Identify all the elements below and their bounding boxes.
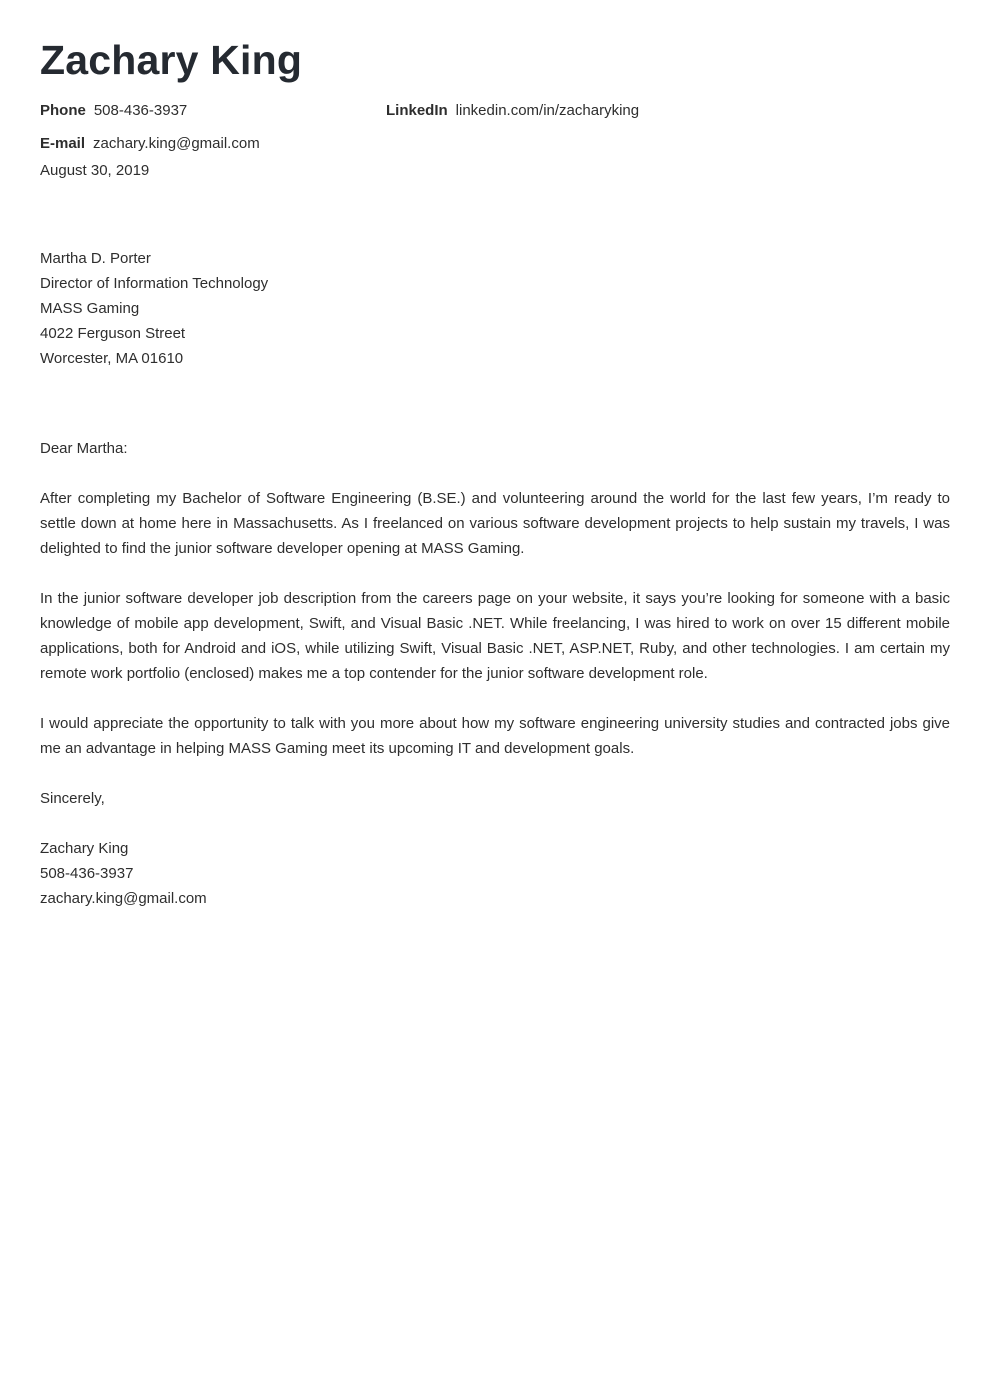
recipient-street: 4022 Ferguson Street bbox=[40, 325, 186, 342]
recipient-company: MASS Gaming bbox=[40, 300, 140, 317]
body-paragraph: I would appreciate the opportunity to talk with you more about how my software engineering university studies and contracted jobs give me an advantage in helping MASS Gaming meet its upcoming IT and development goals. bbox=[40, 715, 950, 757]
recipient-address bbox=[40, 246, 950, 371]
phone-value: 508-436-3937 bbox=[93, 102, 188, 119]
linkedin-label: LinkedIn bbox=[386, 102, 448, 119]
signature-phone: 508-436-3937 bbox=[40, 865, 134, 882]
signature-name: Zachary King bbox=[40, 840, 129, 857]
email-value: zachary.king@gmail.com bbox=[93, 135, 260, 152]
closing: Sincerely, bbox=[40, 790, 105, 807]
email-label: E-mail bbox=[40, 135, 86, 152]
letter-date: August 30, 2019 bbox=[40, 162, 150, 179]
signature-email: zachary.king@gmail.com bbox=[40, 890, 207, 907]
contact-linkedin bbox=[386, 101, 639, 121]
contact-email bbox=[40, 134, 260, 154]
body-paragraph: After completing my Bachelor of Software Engineering (B.SE.) and volunteering around the world for the last few years, I’m ready to settle down at home here in Massachusetts. As I freelanced on various software development projects to help sustain my travels, I was delighted to find the junior software developer opening at MASS Gaming. bbox=[40, 490, 950, 557]
recipient-name: Martha D. Porter bbox=[40, 250, 151, 267]
signature-block bbox=[40, 836, 950, 911]
body-paragraph: In the junior software developer job description from the careers page on your website, it says you’re looking for someone with a basic knowledge of mobile app development, Swift, and Visual Basic .NET. While freelancing, I was hired to work on over 15 different mobile applications, both for Android and iOS, while utilizing Swift, Visual Basic .NET, ASP.NET, Ruby, and other technologies. I am certain my remote work portfolio (enclosed) makes me a top contender for the junior software development role. bbox=[40, 590, 950, 682]
phone-label: Phone bbox=[40, 102, 86, 119]
sender-name: Zachary King bbox=[40, 37, 303, 83]
contact-info bbox=[40, 101, 950, 161]
recipient-city: Worcester, MA 01610 bbox=[40, 350, 184, 367]
recipient-title: Director of Information Technology bbox=[40, 275, 269, 292]
linkedin-value: linkedin.com/in/zacharyking bbox=[455, 102, 640, 119]
salutation: Dear Martha: bbox=[40, 440, 128, 457]
contact-phone bbox=[40, 101, 187, 121]
